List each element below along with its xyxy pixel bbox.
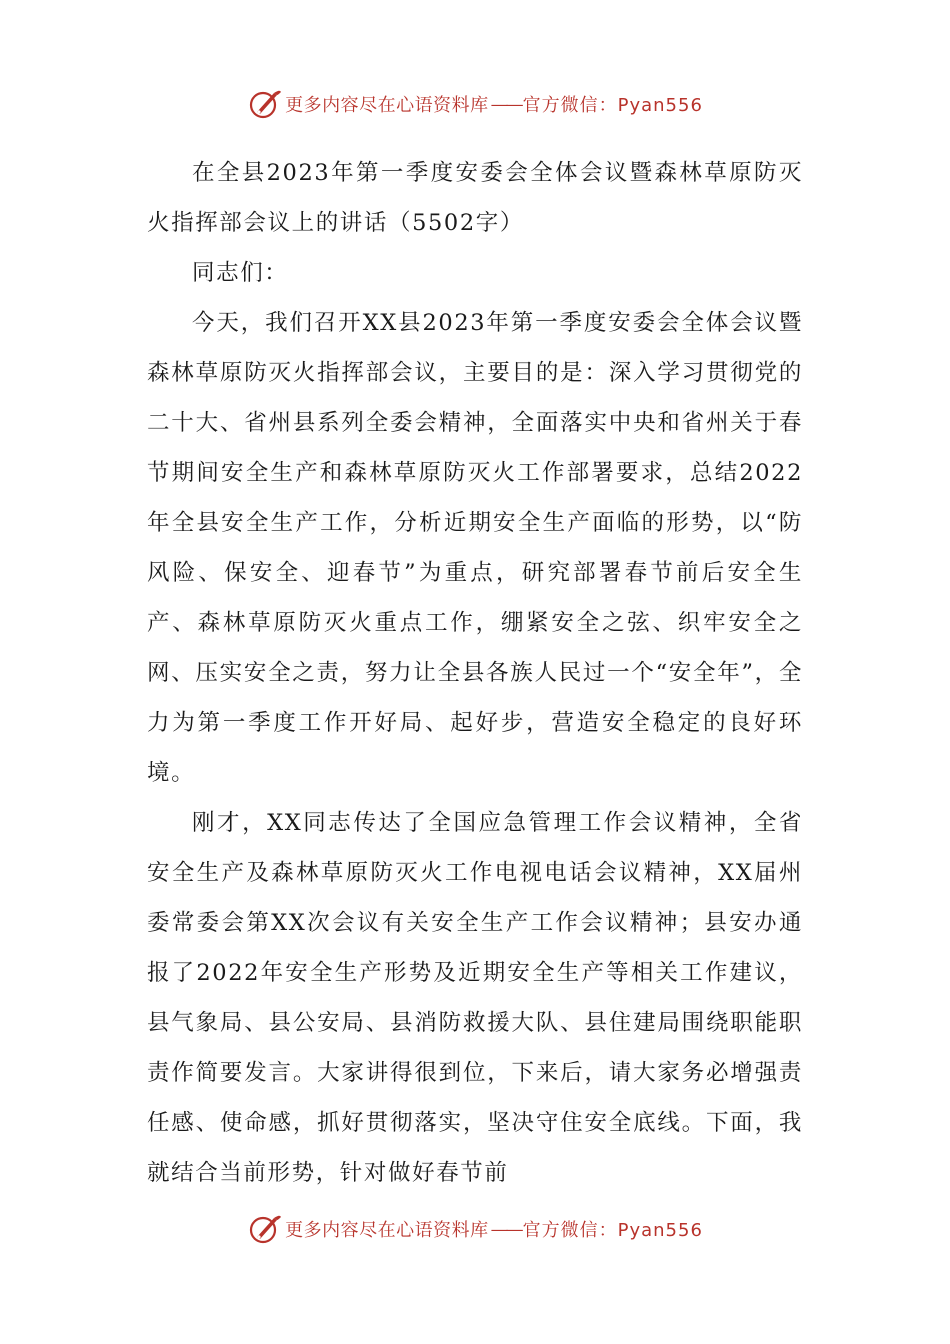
salutation: 同志们： — [192, 260, 289, 286]
document-body — [147, 148, 803, 1198]
watermark-brand-text: 更多内容尽在心语资料库 — [285, 95, 489, 116]
watermark-separator: —— — [490, 93, 521, 115]
footer-watermark-banner — [0, 1209, 950, 1249]
watermark-separator: —— — [490, 1218, 521, 1240]
body-paragraph-2: 刚才，XX同志传达了全国应急管理工作会议精神，全省安全生产及森林草原防灭火工作电视电话会议精神，XX届州委常委会第XX次会议有关安全生产工作会议精神；县安办通报了2022年安全生产形势及近期安全生产等相关工作建议，县气象局、县公安局、县消防救援大队、县住建局围绕职能职责作简要发言。大家讲得很到位，下来后，请大家务必增强责任感、使命感，抓好贯彻落实，坚决守住安全底线。下面，我就结合当前形势，针对做好春节前 — [147, 810, 803, 1186]
watermark-wechat-text: 官方微信：Pyan556 — [522, 95, 703, 116]
header-watermark-banner — [0, 84, 950, 124]
body-paragraph-1: 今天，我们召开XX县2023年第一季度安委会全体会议暨森林草原防灭火指挥部会议，主要目的是：深入学习贯彻党的二十大、省州县系列全委会精神，全面落实中央和省州关于春节期间安全生产和森林草原防灭火工作部署要求，总结2022年全县安全生产工作，分析近期安全生产面临的形势，以“防风险、保安全、迎春节”为重点，研究部署春节前后安全生产、森林草原防灭火重点工作，绷紧安全之弦、织牢安全之网、压实安全之责，努力让全县各族人民过一个“安全年”，全力为第一季度工作开好局、起好步，营造安全稳定的良好环境。 — [147, 310, 803, 786]
watermark-wechat-text: 官方微信：Pyan556 — [522, 1220, 703, 1241]
document-title: 在全县2023年第一季度安委会全体会议暨森林草原防灭火指挥部会议上的讲话（5502字） — [147, 160, 803, 236]
quill-seal-logo-icon — [247, 1211, 283, 1247]
watermark-brand-text: 更多内容尽在心语资料库 — [285, 1220, 489, 1241]
quill-seal-logo-icon — [247, 86, 283, 122]
